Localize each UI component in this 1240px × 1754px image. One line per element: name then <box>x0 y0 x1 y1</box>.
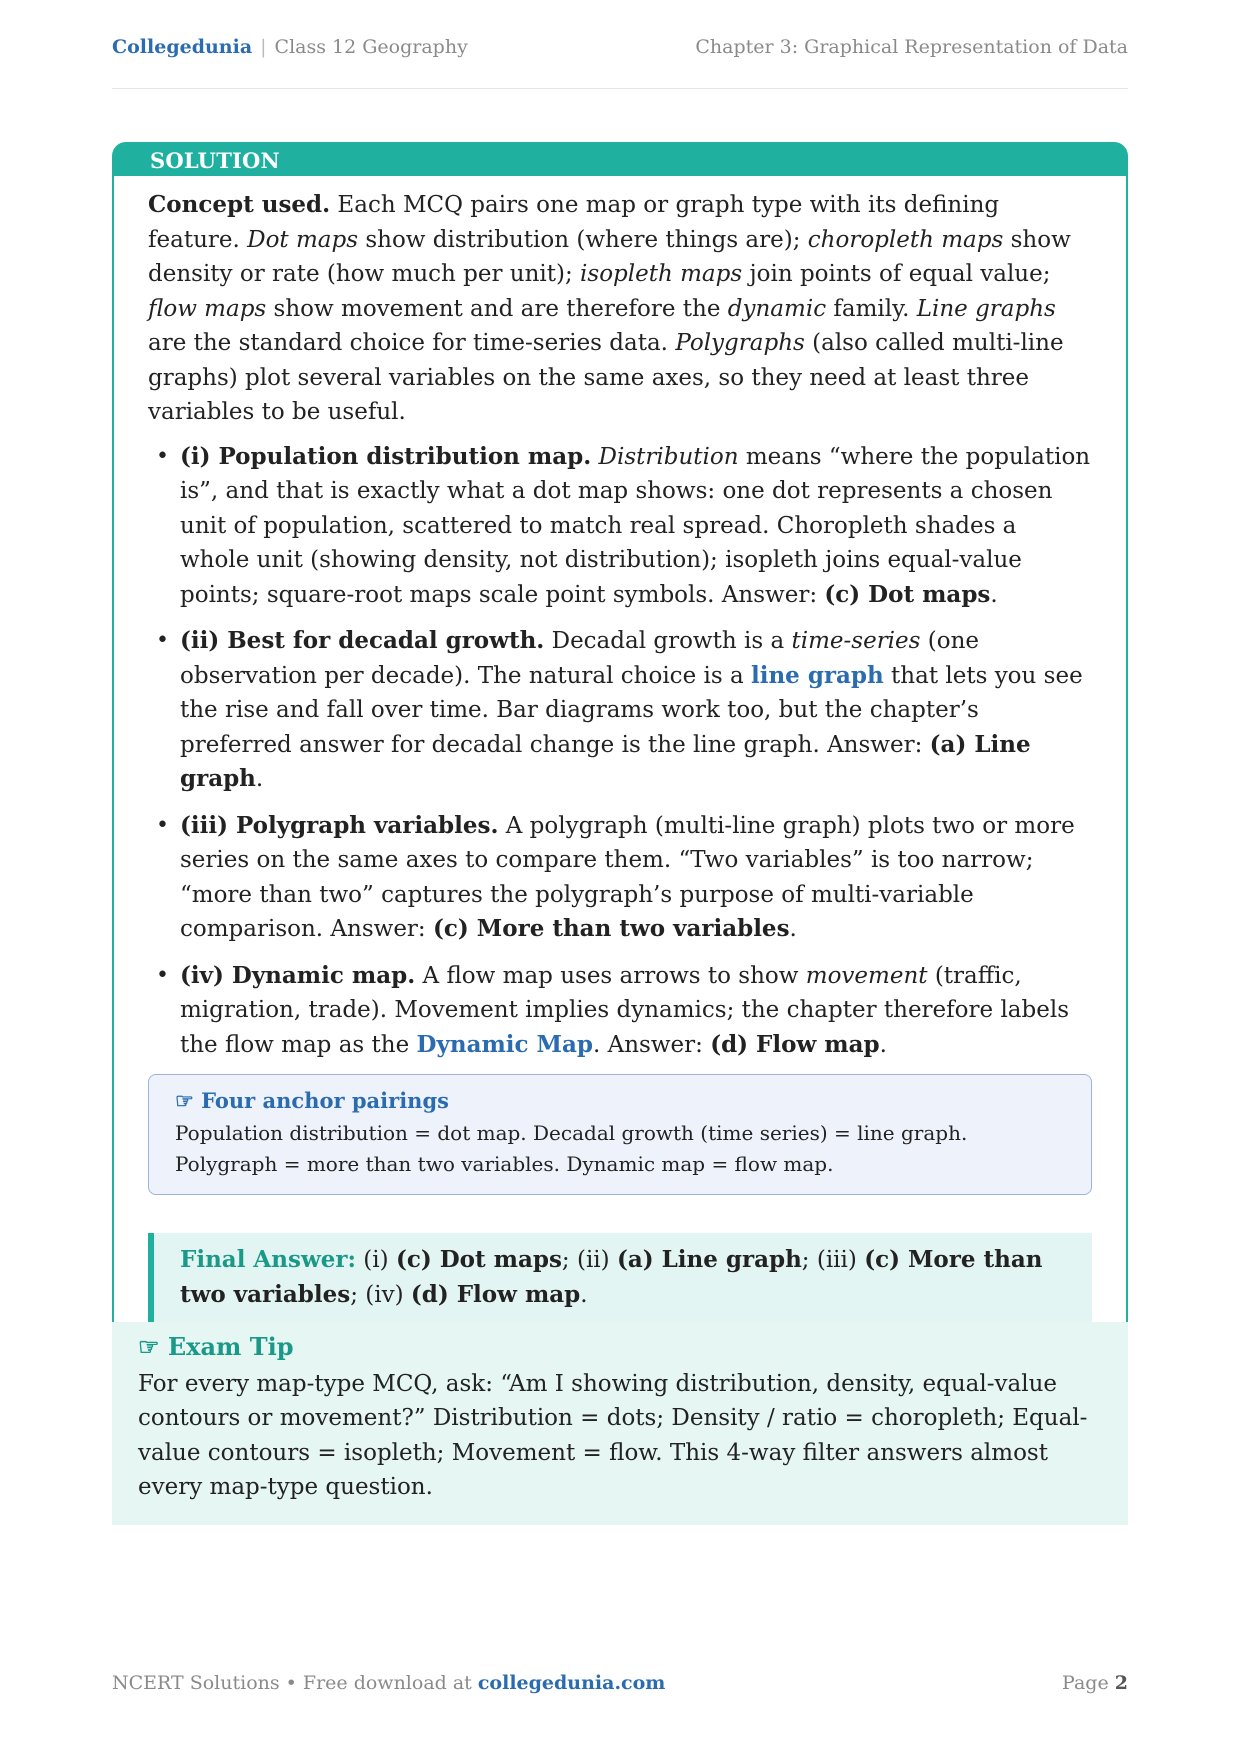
header-separator: | <box>260 36 267 58</box>
item-term: Distribution <box>598 443 739 470</box>
concept-term: dynamic <box>727 295 827 322</box>
item-answer: (a) Line graph <box>180 730 1031 792</box>
item-heading: (iv) Dynamic map. <box>180 961 416 989</box>
final-text: ; (ii) <box>561 1247 617 1273</box>
solution-label: SOLUTION <box>114 144 1126 176</box>
final-answer-item: (c) More than two variables <box>180 1246 1043 1308</box>
pointing-hand-icon: ☞ <box>175 1088 194 1113</box>
concept-text: show movement and are therefore the <box>266 295 728 322</box>
item-text: . <box>255 766 264 792</box>
item-term: movement <box>805 962 928 989</box>
exam-tip-box <box>112 1322 1128 1525</box>
item-text: . <box>879 1031 887 1058</box>
concept-term: isopleth maps <box>580 261 743 287</box>
list-item <box>148 959 1092 1063</box>
item-text: A polygraph (multi-line graph) plots two or more series on the same axes to compare them. “Two variables” is too narrow; “more than two” captures the polygraph’s purpose of multi-variable comparison. Answer: <box>180 812 1075 942</box>
final-answer-item: (a) Line graph <box>616 1246 802 1273</box>
page-num: 2 <box>1114 1672 1128 1694</box>
concept-text: family. <box>826 295 917 322</box>
list-item <box>148 440 1092 613</box>
concept-term: Polygraphs <box>675 330 805 356</box>
item-text: . Answer: <box>593 1031 711 1058</box>
page-label: Page <box>1062 1672 1115 1694</box>
bullet-icon: • <box>156 628 169 653</box>
item-text: . <box>789 916 797 942</box>
concept-term: Line graphs <box>916 295 1056 322</box>
bullet-icon: • <box>156 443 169 469</box>
final-answer-label: Final Answer: <box>180 1246 356 1273</box>
answer-list <box>148 440 1092 1063</box>
final-text: . <box>580 1281 588 1308</box>
concept-text: join points of equal value; <box>742 261 1051 287</box>
concept-text: (also called multi-line graphs) plot several variables on the same axes, so they need at least three variables to be useful. <box>148 330 1064 425</box>
dynamic-map-link[interactable]: Dynamic Map <box>416 1030 593 1058</box>
list-item <box>148 809 1092 947</box>
solution-body <box>114 176 1126 1326</box>
exam-tip-title-text: Exam Tip <box>167 1332 294 1361</box>
final-text: ; (iii) <box>801 1247 865 1273</box>
anchor-text: Population distribution = dot map. Decadal growth (time series) = line graph. Polygraph = more than two variables. Dynamic map = flow map. <box>175 1121 968 1176</box>
concept-term: choropleth maps <box>807 226 1004 253</box>
final-answer-item: (c) Dot maps <box>395 1246 562 1273</box>
concept-term: flow maps <box>148 295 267 322</box>
chapter-title: Chapter 3: Graphical Representation of Data <box>695 36 1128 58</box>
anchor-pairings-box <box>148 1074 1092 1195</box>
page-header <box>112 36 1128 89</box>
item-heading: (i) Population distribution map. <box>180 442 592 470</box>
item-text: that lets you see the rise and fall over time. Bar diagrams work too, but the chapter’s preferred answer for decadal change is the line graph. Answer: <box>180 662 1083 758</box>
exam-tip-text: For every map-type MCQ, ask: “Am I showing distribution, density, equal-value contours or movement?” Distribution = dots; Density / ratio = choropleth; Equal-value contours = isopleth; Movement = flow. This 4-way filter answers almost every map-type question. <box>138 1370 1088 1500</box>
bullet-icon: • <box>156 962 169 988</box>
footer-left <box>112 1672 665 1694</box>
concept-text: show density or rate (how much per unit); <box>148 226 1071 287</box>
concept-paragraph <box>148 188 1092 430</box>
header-left <box>112 36 468 58</box>
concept-term: Dot maps <box>247 226 359 253</box>
final-text: ; (iv) <box>350 1281 411 1308</box>
item-text: means “where the population is”, and that is exactly what a dot map shows: one dot represents a chosen unit of population, scattered to match real spread. Choropleth shades a whole unit (showing density, not distribution); isopleth joins equal-value points; square-root maps scale point symbols. Answer: <box>180 443 1091 608</box>
item-answer: (d) Flow map <box>710 1030 880 1058</box>
pointing-hand-icon: ☞ <box>138 1332 160 1361</box>
bullet-icon: • <box>156 812 169 838</box>
solution-box <box>112 142 1128 1360</box>
exam-tip-title <box>138 1330 1102 1365</box>
page-number <box>1062 1672 1128 1694</box>
final-answer-item: (d) Flow map <box>410 1280 581 1308</box>
item-text: Decadal growth is a <box>544 628 792 654</box>
concept-text: are the standard choice for time-series data. <box>148 330 676 356</box>
page-footer <box>112 1672 1128 1694</box>
item-text <box>591 444 598 470</box>
item-text: (one observation per decade). The natural choice is a <box>180 628 980 689</box>
item-heading: (ii) Best for decadal growth. <box>180 627 545 654</box>
anchor-title-text: Four anchor pairings <box>201 1088 449 1113</box>
concept-text: show distribution (where things are); <box>358 226 808 253</box>
item-term: time-series <box>791 628 921 654</box>
item-heading: (iii) Polygraph variables. <box>180 811 499 839</box>
footer-text: NCERT Solutions • Free download at <box>112 1672 478 1694</box>
concept-lead: Concept used. <box>148 191 331 218</box>
anchor-title <box>175 1085 1065 1116</box>
item-answer: (c) More than two variables <box>433 915 790 942</box>
list-item <box>148 624 1092 797</box>
subject-label: Class 12 Geography <box>274 36 468 58</box>
item-text: (traffic, migration, trade). Movement implies dynamics; the chapter therefore labels the flow map as the <box>180 962 1070 1058</box>
concept-text: Each MCQ pairs one map or graph type with its defining feature. <box>148 192 1000 253</box>
item-answer: (c) Dot maps <box>824 580 991 608</box>
item-text: . <box>990 581 998 608</box>
item-text: A flow map uses arrows to show <box>415 962 806 989</box>
line-graph-link[interactable]: line graph <box>750 661 884 689</box>
brand-name[interactable]: Collegedunia <box>112 36 253 58</box>
final-text: (i) <box>356 1247 396 1273</box>
footer-link[interactable]: collegedunia.com <box>477 1672 666 1694</box>
final-answer-box <box>148 1233 1092 1326</box>
